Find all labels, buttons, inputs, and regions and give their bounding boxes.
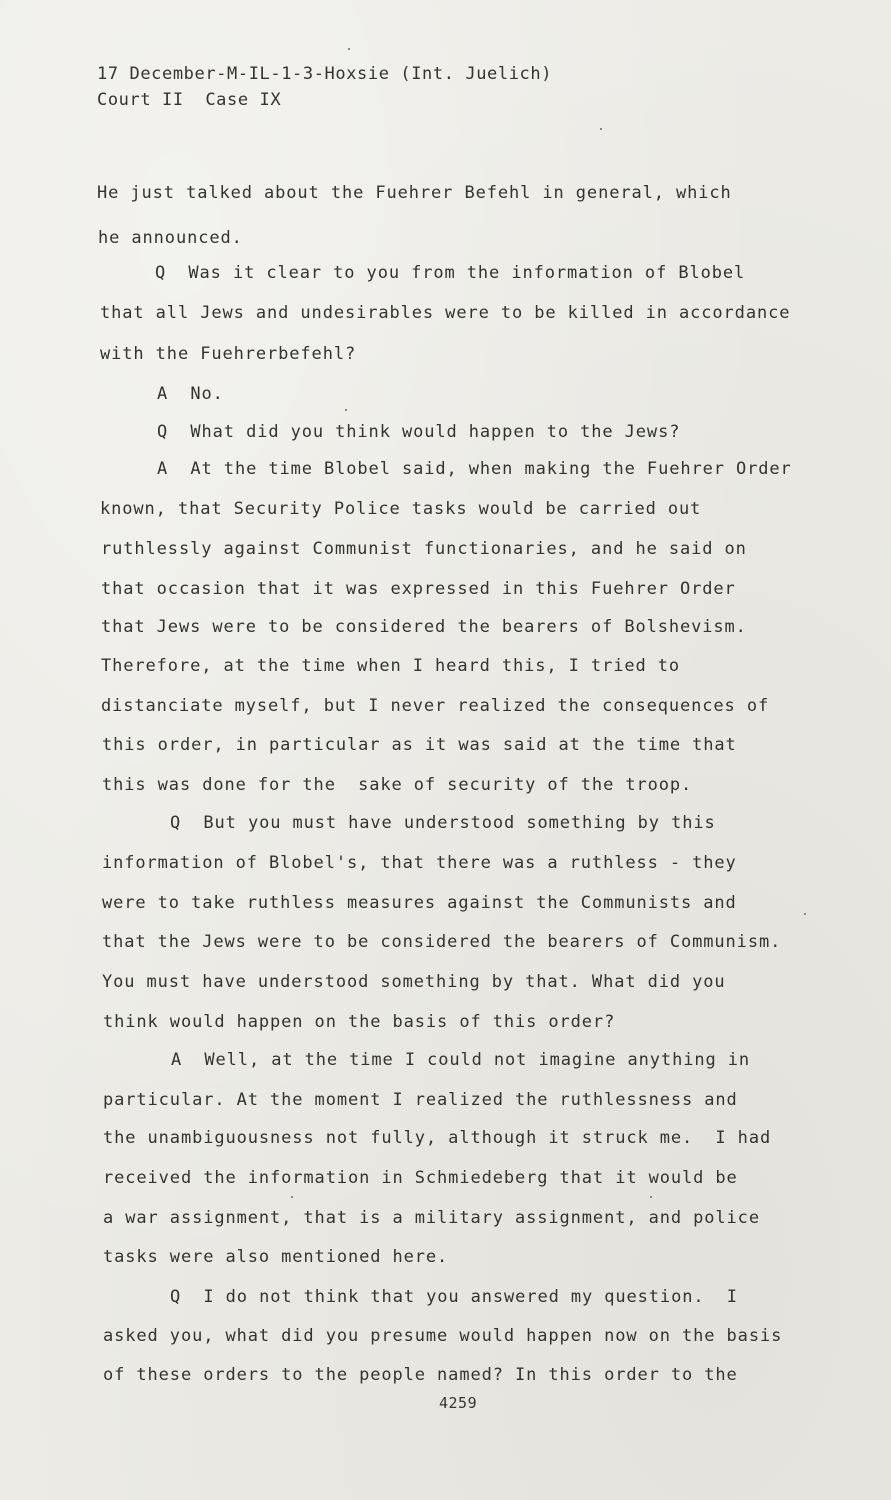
question-line: Q Was it clear to you from the information of Blobel [155, 263, 746, 283]
paper-speck [804, 913, 806, 915]
answer-line: A Well, at the time I could not imagine anything in [171, 1050, 751, 1070]
paper-speck [348, 48, 350, 50]
text-line: ruthlessly against Communist functionaries, and he said on [101, 539, 747, 559]
text-line: You must have understood something by that. What did you [102, 972, 726, 992]
text-line: that occasion that it was expressed in this Fuehrer Order [101, 579, 736, 599]
text-line: that the Jews were to be considered the bearers of Communism. [102, 932, 782, 952]
text-line: this was done for the sake of security of the troop. [102, 775, 693, 795]
text-line: received the information in Schmiedeberg that it would be [103, 1168, 738, 1188]
page-number: 4259 [439, 1394, 478, 1412]
answer-line: A At the time Blobel said, when making the Fuehrer Order [157, 459, 792, 479]
document-header-court-case: Court II Case IX [97, 90, 282, 110]
text-line: he announced. [98, 228, 243, 248]
document-header-reference: 17 December-M-IL-1-3-Hoxsie (Int. Juelich) [97, 64, 553, 84]
text-line: that all Jews and undesirables were to be killed in accordance [100, 303, 791, 323]
text-line: of these orders to the people named? In this order to the [103, 1365, 738, 1385]
paper-speck [345, 409, 347, 411]
answer-line: A No. [157, 384, 224, 404]
text-line: the unambiguousness not fully, although it struck me. I had [103, 1128, 772, 1148]
text-line: distanciate myself, but I never realized the consequences of [101, 696, 770, 716]
text-line: He just talked about the Fuehrer Befehl in general, which [97, 183, 732, 203]
text-line: with the Fuehrerbefehl? [100, 344, 357, 364]
text-line: were to take ruthless measures against the Communists and [102, 893, 737, 913]
text-line: Therefore, at the time when I heard this, I tried to [101, 656, 681, 676]
text-line: think would happen on the basis of this order? [103, 1012, 616, 1032]
text-line: particular. At the moment I realized the ruthlessness and [103, 1090, 738, 1110]
text-line: tasks were also mentioned here. [103, 1247, 449, 1267]
text-line: information of Blobel's, that there was a ruthless - they [102, 853, 737, 873]
text-line: known, that Security Police tasks would be carried out [100, 499, 702, 519]
question-line: Q What did you think would happen to the Jews? [157, 422, 681, 442]
paper-speck [291, 1196, 293, 1198]
text-line: this order, in particular as it was said at the time that [102, 735, 737, 755]
text-line: a war assignment, that is a military assignment, and police [103, 1208, 760, 1228]
question-line: Q I do not think that you answered my question. I [170, 1287, 738, 1307]
paper-speck [650, 1196, 652, 1198]
text-line: that Jews were to be considered the bearers of Bolshevism. [101, 617, 747, 637]
paper-speck [600, 128, 602, 130]
text-line: asked you, what did you presume would happen now on the basis [103, 1326, 783, 1346]
question-line: Q But you must have understood something by this [170, 813, 716, 833]
